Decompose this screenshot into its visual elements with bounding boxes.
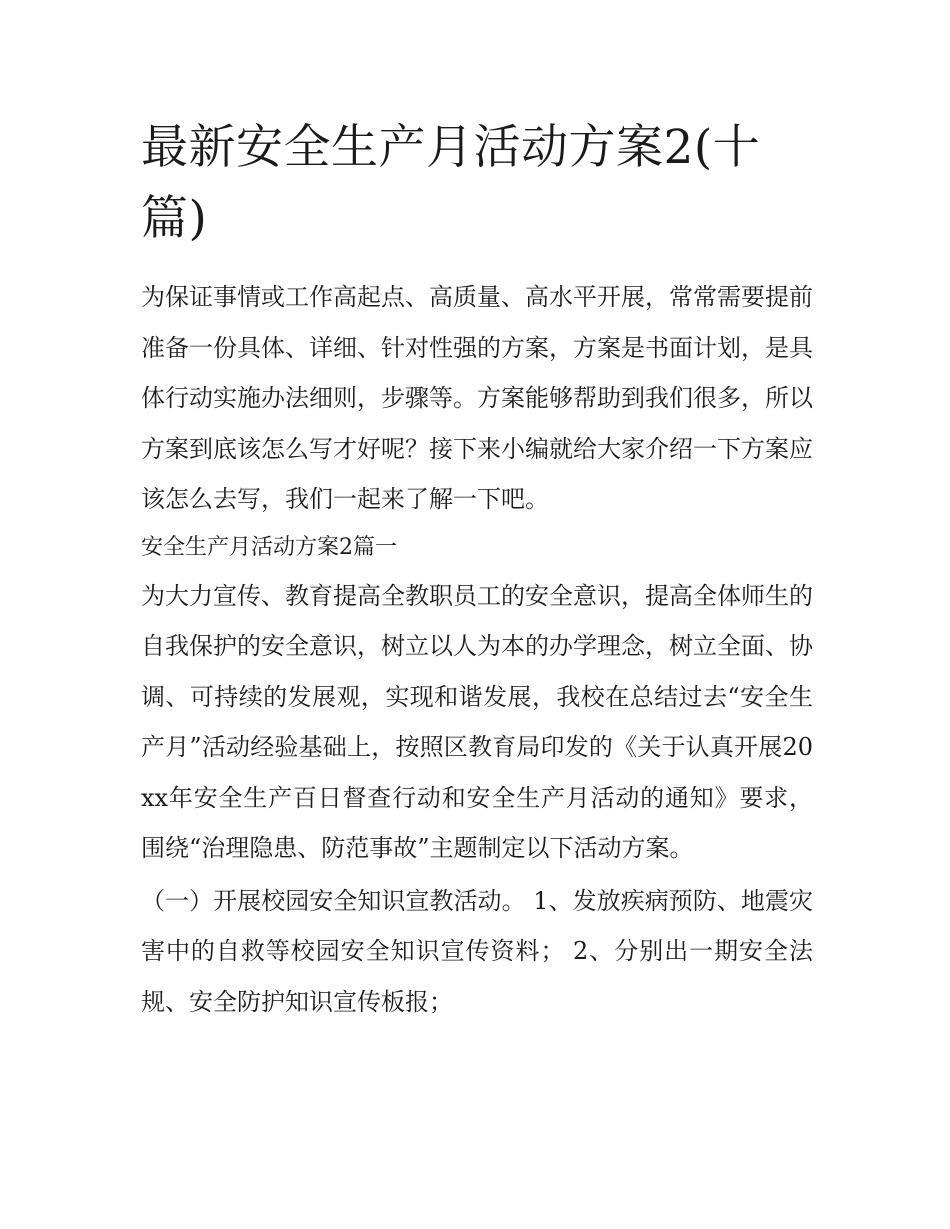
document-page bbox=[141, 112, 813, 1027]
section-body-paragraph: 为大力宣传、教育提高全教职员工的安全意识，提高全体师生的自我保护的安全意识，树立以人为本的办学理念，树立全面、协调、可持续的发展观，实现和谐发展，我校在总结过去“安全生产月”活动经验基础上，按照区教育局印发的《关于认真开展20xx年安全生产百日督查行动和安全生产月活动的通知》要求，围绕“治理隐患、防范事故”主题制定以下活动方案。 bbox=[141, 581, 813, 862]
section-heading: 安全生产月活动方案2篇一 bbox=[141, 534, 397, 560]
item-one-paragraph: （一）开展校园安全知识宣教活动。 1、发放疾病预防、地震灾害中的自救等校园安全知识宣传资料； 2、分别出一期安全法规、安全防护知识宣传板报； bbox=[141, 886, 813, 1016]
document-title: 最新安全生产月活动方案2(十篇) bbox=[141, 120, 761, 246]
intro-paragraph: 为保证事情或工作高起点、高质量、高水平开展，常常需要提前准备一份具体、详细、针对性强的方案，方案是书面计划，是具体行动实施办法细则，步骤等。方案能够帮助到我们很多，所以方案到底该怎么写才好呢？接下来小编就给大家介绍一下方案应该怎么去写，我们一起来了解一下吧。 bbox=[141, 283, 813, 513]
